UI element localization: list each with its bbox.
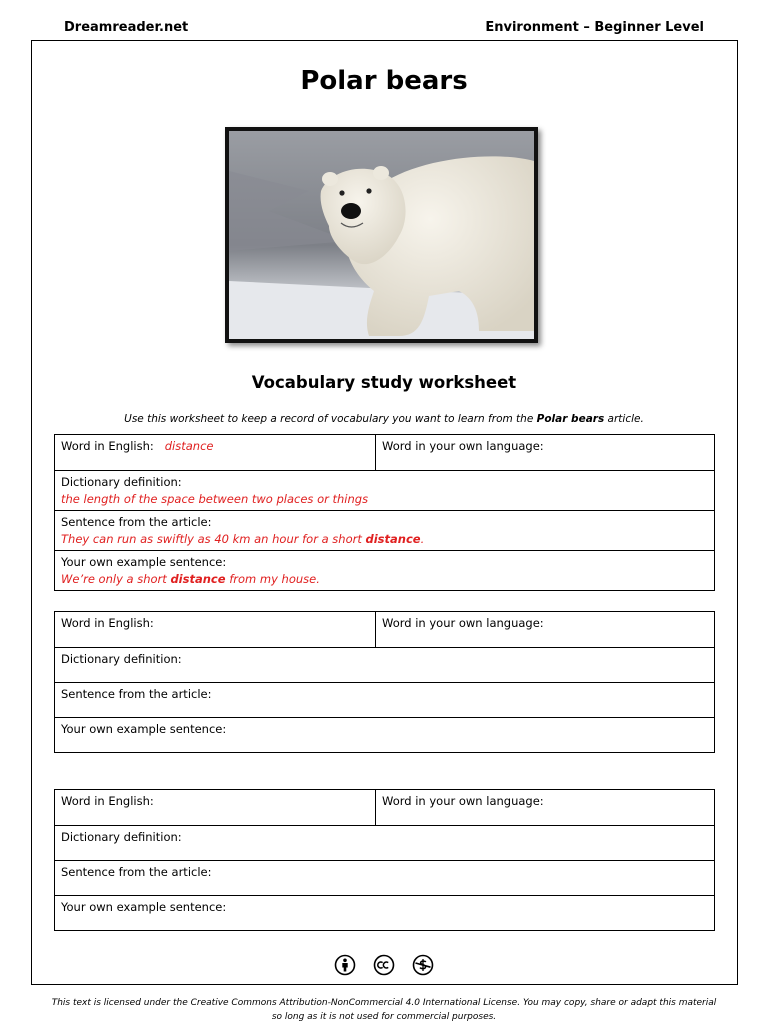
example-word: distance (164, 439, 214, 453)
definition-cell[interactable] (55, 471, 715, 511)
site-name: Dreamreader.net (64, 20, 189, 35)
word-english-label: Word in English: (61, 616, 154, 630)
own-sentence-keyword: distance (170, 572, 226, 586)
example-own-sentence (61, 571, 708, 588)
own-example-label: Your own example sentence: (61, 722, 227, 736)
vocab-table-blank-2 (54, 789, 715, 931)
example-article-sentence (61, 531, 708, 548)
article-sentence-label: Sentence from the article: (61, 865, 212, 879)
own-example-label: Your own example sentence: (61, 555, 227, 569)
definition-label: Dictionary definition: (61, 475, 182, 489)
page-title: Polar bears (300, 66, 468, 96)
license-footer (0, 996, 768, 1024)
word-own-language-cell[interactable] (376, 435, 715, 471)
article-sentence-label: Sentence from the article: (61, 687, 212, 701)
own-example-cell[interactable] (55, 896, 715, 931)
own-example-cell[interactable] (55, 718, 715, 753)
intro-text-after: article. (604, 413, 644, 425)
level-label: Environment – Beginner Level (485, 20, 704, 35)
article-sentence-after: . (420, 532, 425, 546)
attribution-icon (334, 954, 356, 980)
word-english-cell[interactable] (55, 435, 376, 471)
word-own-language-label: Word in your own language: (382, 794, 544, 808)
own-example-cell[interactable] (55, 551, 715, 591)
word-english-label: Word in English: (61, 794, 154, 808)
noncommercial-icon (412, 954, 434, 980)
license-line-1: This text is licensed under the Creative Commons Attribution-NonCommercial 4.0 International License. You may copy, share or adapt this material (51, 998, 717, 1008)
own-sentence-after: from my house. (225, 572, 320, 586)
intro-article-name: Polar bears (536, 413, 605, 425)
own-example-label: Your own example sentence: (61, 900, 227, 914)
definition-cell[interactable] (55, 826, 715, 861)
example-definition: the length of the space between two places or things (61, 492, 369, 506)
vocab-table-example (54, 434, 715, 591)
article-sentence-cell[interactable] (55, 683, 715, 718)
article-sentence-cell[interactable] (55, 861, 715, 896)
word-english-cell[interactable] (55, 612, 376, 648)
license-icons (0, 954, 768, 980)
word-own-language-label: Word in your own language: (382, 616, 544, 630)
creative-commons-icon (373, 954, 395, 980)
word-own-language-cell[interactable] (376, 612, 715, 648)
definition-label: Dictionary definition: (61, 830, 182, 844)
vocab-table-blank-1 (54, 611, 715, 753)
word-own-language-cell[interactable] (376, 790, 715, 826)
word-own-language-label: Word in your own language: (382, 439, 544, 453)
definition-cell[interactable] (55, 648, 715, 683)
polar-bear-photo (225, 127, 538, 343)
article-sentence-keyword: distance (365, 532, 421, 546)
own-sentence-before: We’re only a short (61, 572, 171, 586)
intro-text (0, 413, 768, 425)
intro-text-before: Use this worksheet to keep a record of vocabulary you want to learn from the (124, 413, 537, 425)
word-english-cell[interactable] (55, 790, 376, 826)
definition-label: Dictionary definition: (61, 652, 182, 666)
article-sentence-cell[interactable] (55, 511, 715, 551)
worksheet-subtitle: Vocabulary study worksheet (251, 373, 517, 392)
article-sentence-before: They can run as swiftly as 40 km an hour for a short (61, 532, 366, 546)
article-sentence-label: Sentence from the article: (61, 515, 212, 529)
license-line-2: so long as it is not used for commercial purposes. (271, 1012, 497, 1022)
word-english-label: Word in English: (61, 439, 154, 453)
